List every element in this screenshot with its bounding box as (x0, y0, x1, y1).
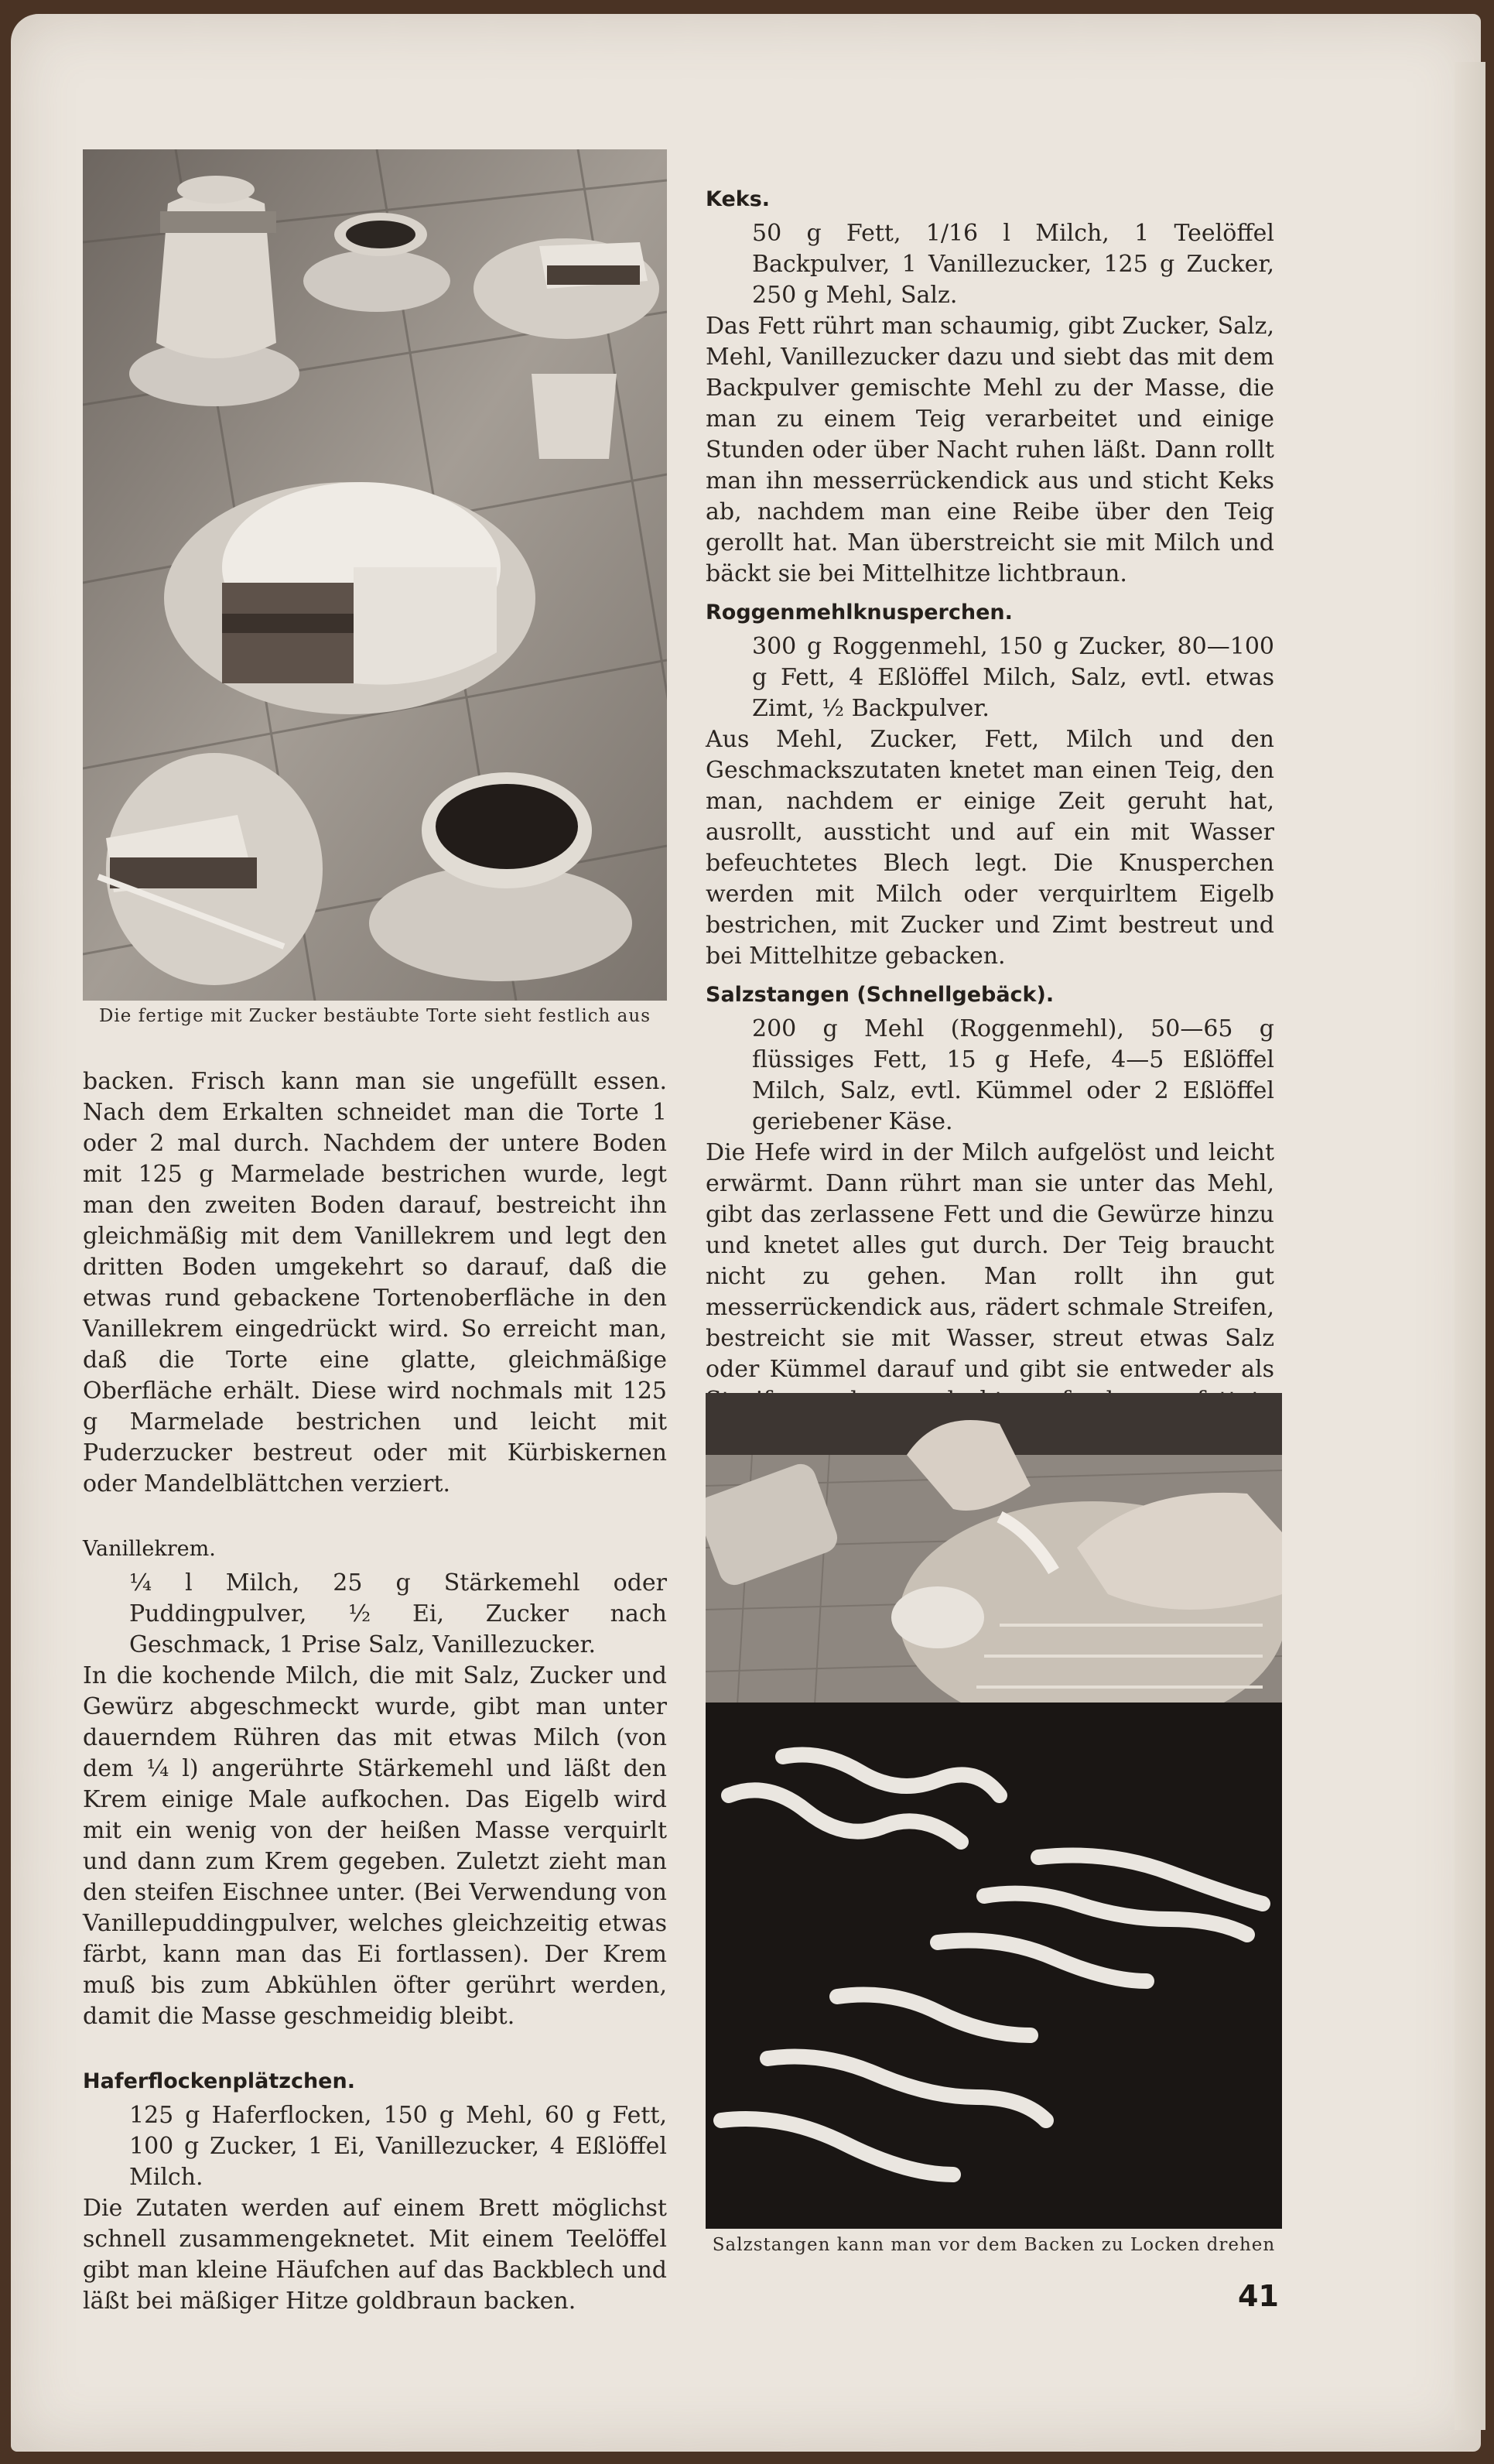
keks-ingredients: 50 g Fett, 1/16 l Milch, 1 Teelöffel Backpulver, 1 Vanillezucker, 125 g Zucker, 250 g Mehl, Salz. (752, 220, 1274, 309)
caption-cake-photo: Die fertige mit Zucker bestäubte Torte sieht festlich aus (98, 1006, 651, 1026)
caption-salt-sticks-photo: Salzstangen kann man vor dem Backen zu Locken drehen (712, 2235, 1276, 2255)
photo-salt-sticks (706, 1393, 1282, 2229)
keks-method: Das Fett rührt man schaumig, gibt Zucker, Salz, Mehl, Vanillezucker dazu und siebt das mit dem Backpulver gemischte Mehl zu der Masse, die man zu einem Teig verarbeitet und einige Stunden oder über Nacht ruhen läßt. Dann rollt man ihn messerrückendick aus und sticht Keks ab, nachdem man eine Reibe über den Teig gerollt hat. Man überstreicht sie mit Milch und bäckt sie bei Mittelhitze lichtbraun. (706, 313, 1274, 587)
page-number: 41 (1238, 2279, 1279, 2313)
vanillekrem-ingredients: ¼ l Milch, 25 g Stärkemehl oder Puddingpulver, ½ Ei, Zucker nach Geschmack, 1 Prise Salz, Vanillezucker. (129, 1569, 667, 1658)
haferflocken-method: Die Zutaten werden auf einem Brett möglichst schnell zusammengeknetet. Mit einem Teelöffel gibt man kleine Häufchen auf das Backblech und läßt bei mäßiger Hitze goldbraun backen. (83, 2195, 667, 2315)
haferflocken-ingredients: 125 g Haferflocken, 150 g Mehl, 60 g Fett, 100 g Zucker, 1 Ei, Vanillezucker, 4 Eßlöffel Milch. (129, 2102, 667, 2191)
photo-cake-table (83, 149, 667, 1001)
right-column (706, 184, 1274, 1478)
salzstangen-ingredients: 200 g Mehl (Roggenmehl), 50—65 g flüssiges Fett, 15 g Hefe, 4—5 Eßlöffel Milch, Salz, evtl. Kümmel oder 2 Eßlöffel geriebener Käse. (752, 1015, 1274, 1135)
keks-heading: Keks. (706, 187, 771, 211)
vanillekrem-heading: Vanillekrem. (83, 1537, 216, 1561)
torte-paragraph: backen. Frisch kann man sie ungefüllt essen. Nach dem Erkalten schneidet man die Torte 1 oder 2 mal durch. Nachdem der untere Boden mit 125 g Marmelade bestrichen wurde, legt man den zweiten Boden darauf, bestreicht ihn gleichmäßig mit dem Vanillekrem und legt den dritten Boden umgekehrt so darauf, daß die etwas rund gebackene Tortenoberfläche in den Vanillekrem eingedrückt wird. So erreicht man, daß die Torte eine glatte, gleichmäßige Oberfläche erhält. Diese wird nochmals mit 125 g Marmelade bestrichen und leicht mit Puderzucker bestreut oder mit Kürbiskernen oder Mandelblättchen verziert. (83, 1068, 667, 1497)
left-column (83, 1066, 667, 2317)
vanillekrem-method: In die kochende Milch, die mit Salz, Zucker und Gewürz abgeschmeckt wurde, gibt man unter dauerndem Rühren das mit etwas Milch (von dem ¼ l) angerührte Stärkemehl und läßt den Krem einige Male aufkochen. Das Eigelb wird mit ein wenig von der heißen Masse verquirlt und dann zum Krem gegeben. Zuletzt zieht man den steifen Eischnee unter. (Bei Verwendung von Vanillepuddingpulver, welches gleichzeitig etwas färbt, kann man das Ei fortlassen). Der Krem muß bis zum Abkühlen öfter gerührt werden, damit die Masse geschmeidig bleibt. (83, 1662, 667, 2030)
page-edge (1455, 62, 1485, 2430)
haferflocken-heading: Haferflockenplätzchen. (83, 2069, 355, 2093)
salzstangen-method: Die Hefe wird in der Milch aufgelöst und leicht erwärmt. Dann rührt man sie unter das Mehl, gibt das zerlassene Fett und die Gewürze hinzu und knetet alles gut durch. Der Teig braucht nicht zu gehen. Man rollt ihn gut messerrückendick aus, rädert schmale Streifen, bestreicht sie mit Wasser, streut etwas Salz oder Kümmel darauf und gibt sie entweder als (706, 1139, 1274, 1383)
roggenmehl-ingredients: 300 g Roggenmehl, 150 g Zucker, 80—100 g Fett, 4 Eßlöffel Milch, Salz, evtl. etwas Zimt, ½ Backpulver. (752, 633, 1274, 722)
salzstangen-heading: Salzstangen (Schnellgebäck). (706, 983, 1055, 1007)
roggenmehl-method: Aus Mehl, Zucker, Fett, Milch und den Geschmackszutaten knetet man einen Teig, den man, nachdem er einige Zeit geruht hat, ausrollt, aussticht und auf ein mit Wasser befeuchtetes Blech legt. Die Knusperchen werden mit Milch oder verquirltem Eigelb bestrichen, mit Zucker und Zimt bestreut und bei Mittelhitze gebacken. (706, 726, 1274, 970)
roggenmehl-heading: Roggenmehlknusperchen. (706, 601, 1013, 625)
